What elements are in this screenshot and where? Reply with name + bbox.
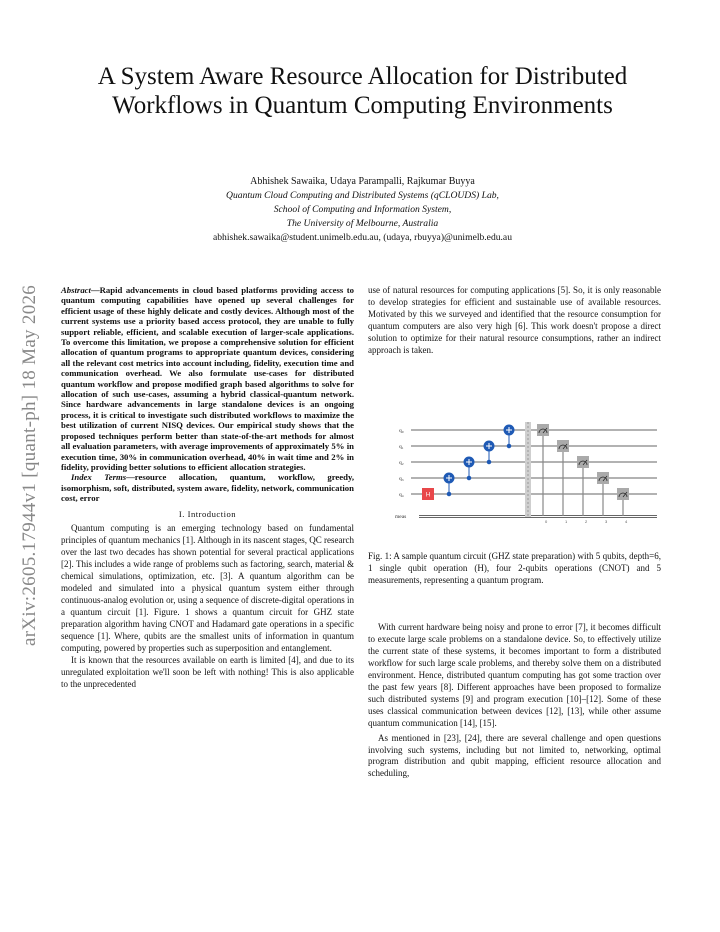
index-terms-label: Index Terms [71, 472, 127, 483]
right-column [368, 285, 661, 357]
quantum-circuit-figure [397, 417, 659, 527]
hadamard-label: H [425, 492, 431, 499]
authors: Abhishek Sawaika, Udaya Parampalli, Rajkumar Buyya [250, 176, 475, 187]
right-column-lower [368, 622, 661, 780]
meas-bit-0: 0 [545, 519, 548, 524]
abstract-label: Abstract [61, 285, 91, 295]
qubit-label-0: q₀ [399, 428, 404, 434]
affiliation-university: The University of Melbourne, Australia [286, 218, 439, 229]
measurement-gates [537, 424, 629, 516]
arxiv-stamp: arXiv:2605.17944v1 [quant-ph] 18 May 2026 [19, 284, 40, 646]
right-paragraph-2: With current hardware being noisy and prone to error [7], it becomes difficult to execute large scale problems on a standalone device. So, to effectively utilize the current state of these systems, it becomes important to form a distributed workflow for such large scale problems, and thereby solve them on a distributed environment. Hence, distributed quantum computing has got some traction over the past few years [8]. Different approaches have been proposed to formalize such distributed systems [9] and program execution [10]–[12]. Some of these uses classical communication between devices [12], [13], while other assume quantum communication [14], [15]. [368, 622, 661, 728]
meas-bit-1: 1 [565, 519, 568, 524]
section-heading-introduction: I. Introduction [178, 508, 237, 519]
abstract [61, 285, 354, 472]
qubit-label-2: q₂ [399, 460, 404, 466]
qubit-label-3: q₃ [399, 476, 404, 482]
affiliation-lab: Quantum Cloud Computing and Distributed Systems (qCLOUDS) Lab, [226, 190, 499, 201]
meas-bit-4: 4 [625, 519, 628, 524]
intro-paragraph-1: Quantum computing is an emerging technology based on fundamental principles of quantum mechanics [1]. Although in its nascent stages, QC research over the last two decades has shown potential for several practical applications [2]. This includes a wide range of problems such as factoring, search, material & chemical simulations, optimization, etc. [3]. A quantum algorithm can be modeled and simulated into a physical quantum system either through continuous-analog evolution or, using a sequence of discrete-digital operations in a quantum circuit [1]. Figure. 1 shows a quantum circuit for GHZ state preparation algorithm having CNOT and Hadamard gate operations in a specific sequence [1]. Where, qubits are the smallest units of information in quantum computing, powered by properties such as superposition and entanglement. [61, 523, 354, 654]
index-terms-text: —resource allocation, quantum, workflow, greedy, isomorphism, soft, distributed, system aware, fidelity, network, communication cost, error [61, 472, 354, 504]
meas-bit-2: 2 [585, 519, 588, 524]
qubit-label-4: q₄ [399, 492, 404, 498]
paper-title: A System Aware Resource Allocation for Distributed Workflows in Quantum Computing Environments [97, 63, 628, 119]
author-emails: abhishek.sawaika@student.unimelb.edu.au, (udaya, rbuyya)@unimelb.edu.au [212, 232, 512, 243]
abstract-text: —Rapid advancements in cloud based platforms providing access to quantum computing capabilities have opened up several challenges for efficient usage of these highly delicate and costly devices. Although most of the current systems use a priority based access protocol, they are unable to fully support reliable, efficient, and scalable execution of larger-scale applications. To overcome this limitation, we propose a comprehensive solution for efficient allocation of quantum programs to appropriate quantum devices, considering all the relevant cost metrics into account including, fidelity, execution time and communication overhead. We also formulate use-cases for distributed quantum workflow and propose modified graph based algorithms to solve for allocation of such use-cases, assuming a hybrid classical-quantum network. Since hardware advancements in large standalone devices is an ongoing process, it is critical to investigate such distributed workflows to maximize the best utilization of current NISQ devices. Our empirical study shows that the proposed techniques perform better than state-of-the-art methods for almost all evaluation parameters, with average improvements of approximately 5% in execution time, 30% in communication overhead, 40% in wait time and 2% in fidelity, providing better solutions to efficient allocation strategies. [61, 285, 354, 472]
qubit-label-1: q₁ [399, 444, 404, 450]
meas-label: meas [395, 514, 407, 520]
index-terms [61, 472, 354, 503]
cnot-gates [444, 425, 514, 496]
intro-paragraph-2: It is known that the resources available on earth is limited [4], and due to its unregulated exploitation we'll soon be left with nothing! This is also applicable to the unprecedented [61, 654, 354, 689]
right-paragraph-3: As mentioned in [23], [24], there are several challenge and open questions involving such systems, including but not limited to, networking, optimal program distribution and qubit mapping, efficient resource allocation and scheduling, [368, 732, 661, 779]
meas-bit-3: 3 [605, 519, 608, 524]
figure-caption: Fig. 1: A sample quantum circuit (GHZ state preparation) with 5 qubits, depth=6, 1 single qubit operation (H), four 2-qubits operations (CNOT) and 5 measurements, representing a quantum program. [368, 551, 661, 585]
right-paragraph-1: use of natural resources for computing applications [5]. So, it is only reasonable to develop strategies for efficient and sustainable use of available resources. Motivated by this we surveyed and identified that the resource consumption for quantum computers are also very high [6]. This work doesn't propose a direct solution to optimize for their natural resource consumptions, rather an indirect approach is taken. [368, 285, 661, 355]
cnot-targets [446, 427, 512, 481]
affiliation-school: School of Computing and Information System, [273, 204, 452, 215]
left-column [61, 285, 354, 691]
